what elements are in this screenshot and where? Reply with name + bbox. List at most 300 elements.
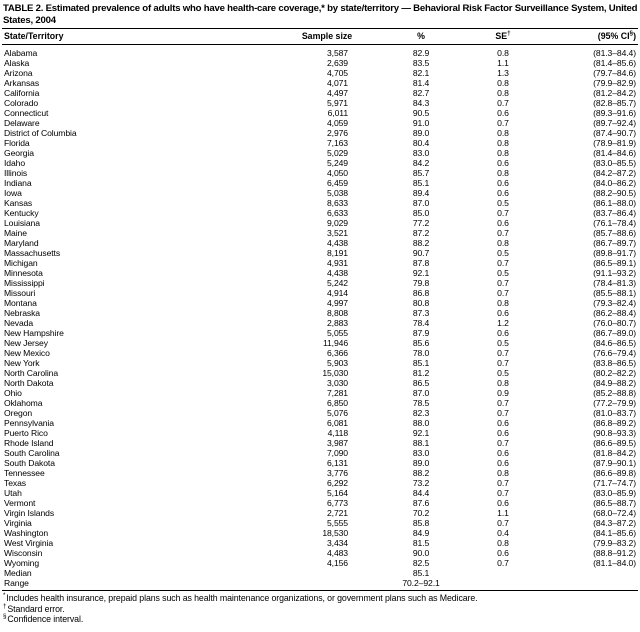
section-symbol: §: [629, 30, 634, 38]
ci-cell: (81.4–85.6): [593, 58, 636, 68]
ci-cell: (80.2–82.2): [593, 368, 636, 378]
state-cell: Idaho: [4, 158, 26, 168]
percent-cell: 81.4: [412, 78, 430, 88]
ci-cell: (85.7–88.6): [593, 228, 636, 238]
table-row: [2, 558, 638, 568]
table-row: [2, 458, 638, 468]
percent-cell: 84.2: [412, 158, 430, 168]
se-cell: 0.8: [497, 168, 509, 178]
state-cell: Delaware: [4, 118, 40, 128]
sample-size-cell: 2,639: [326, 58, 348, 68]
sample-size-cell: 4,931: [326, 258, 348, 268]
state-cell: Virginia: [4, 518, 32, 528]
sample-size-cell: 6,459: [326, 178, 348, 188]
state-cell: Connecticut: [4, 108, 49, 118]
state-cell: Vermont: [4, 498, 36, 508]
sample-size-cell: 4,071: [326, 78, 348, 88]
dagger-symbol: †: [3, 602, 7, 610]
se-cell: 0.4: [497, 528, 509, 538]
sample-size-cell: 4,156: [326, 558, 348, 568]
state-cell: North Carolina: [4, 368, 59, 378]
se-cell: 0.5: [497, 268, 509, 278]
table-row: [2, 88, 638, 98]
percent-cell: 87.9: [412, 328, 430, 338]
ci-cell: (90.8–93.3): [593, 428, 636, 438]
ci-cell: (84.2–87.2): [593, 168, 636, 178]
percent-cell: 81.2: [412, 368, 430, 378]
sample-size-cell: 4,059: [326, 118, 348, 128]
se-cell: 0.8: [497, 128, 509, 138]
column-header-sample-size: Sample size: [298, 29, 356, 45]
percent-cell: 87.2: [412, 228, 430, 238]
se-cell: 1.1: [497, 508, 509, 518]
sample-size-cell: 2,883: [326, 318, 348, 328]
state-cell: Median: [4, 568, 32, 578]
percent-cell: 92.1: [412, 268, 430, 278]
se-cell: [486, 568, 520, 578]
se-cell: 0.6: [497, 418, 509, 428]
percent-cell: 88.0: [412, 418, 430, 428]
se-cell: 0.7: [497, 398, 509, 408]
se-cell: 0.5: [497, 368, 509, 378]
state-cell: Colorado: [4, 98, 39, 108]
table-row: [2, 398, 638, 408]
se-cell: 0.7: [497, 558, 509, 568]
percent-cell: 85.1: [412, 568, 430, 578]
sample-size-cell: 3,776: [326, 468, 348, 478]
se-cell: 1.2: [497, 318, 509, 328]
sample-size-cell: 15,030: [322, 368, 348, 378]
sample-size-cell: 6,131: [326, 458, 348, 468]
sample-size-cell: 9,029: [326, 218, 348, 228]
state-cell: New Mexico: [4, 348, 50, 358]
table-row: [2, 478, 638, 488]
percent-cell: 89.4: [412, 188, 430, 198]
ci-cell: (86.2–88.4): [593, 308, 636, 318]
se-cell: 0.7: [497, 278, 509, 288]
ci-cell: (76.6–79.4): [593, 348, 636, 358]
sample-size-cell: 6,633: [326, 208, 348, 218]
table-row: [2, 328, 638, 338]
table-row: [2, 68, 638, 78]
table-row: [2, 518, 638, 528]
state-cell: Pennsylvania: [4, 418, 54, 428]
ci-cell: (81.8–84.2): [593, 448, 636, 458]
table-row: [2, 218, 638, 228]
sample-size-cell: 7,163: [326, 138, 348, 148]
table-title: TABLE 2. Estimated prevalence of adults who have health-care coverage,* by state/territory — Behavioral Risk Factor Surveillance System, United States, 2004: [3, 3, 638, 26]
ci-cell: (86.8–89.2): [593, 418, 636, 428]
state-cell: Minnesota: [4, 268, 43, 278]
se-cell: 0.7: [497, 348, 509, 358]
percent-cell: 88.2: [412, 468, 430, 478]
se-cell: 0.6: [497, 328, 509, 338]
percent-cell: 78.5: [412, 398, 430, 408]
table-row: [2, 108, 638, 118]
ci-cell: (86.1–88.0): [593, 198, 636, 208]
ci-cell: (71.7–74.7): [593, 478, 636, 488]
table-row: [2, 548, 638, 558]
ci-cell: (81.3–84.4): [593, 48, 636, 58]
se-cell: 0.8: [497, 298, 509, 308]
ci-cell: (86.6–89.8): [593, 468, 636, 478]
table-row: [2, 418, 638, 428]
se-cell: 0.8: [497, 88, 509, 98]
state-cell: Kansas: [4, 198, 33, 208]
percent-cell: 86.8: [412, 288, 430, 298]
state-cell: Illinois: [4, 168, 28, 178]
state-cell: Range: [4, 578, 29, 588]
percent-cell: 84.9: [412, 528, 430, 538]
table-row: [2, 288, 638, 298]
sample-size-cell: [298, 568, 356, 578]
sample-size-cell: 4,483: [326, 548, 348, 558]
ci-cell: (84.1–85.6): [593, 528, 636, 538]
state-cell: Arizona: [4, 68, 33, 78]
percent-cell: 89.0: [412, 128, 430, 138]
state-cell: Iowa: [4, 188, 22, 198]
state-cell: New York: [4, 358, 40, 368]
ci-header-close-paren: ): [633, 31, 636, 41]
state-cell: New Hampshire: [4, 328, 64, 338]
sample-size-cell: 8,808: [326, 308, 348, 318]
se-cell: 0.6: [497, 218, 509, 228]
se-cell: 0.6: [497, 178, 509, 188]
sample-size-cell: 18,530: [322, 528, 348, 538]
dagger-symbol: †: [507, 30, 511, 38]
summary-row: [2, 578, 638, 588]
state-cell: Kentucky: [4, 208, 39, 218]
table-row: [2, 268, 638, 278]
percent-cell: 82.7: [412, 88, 430, 98]
se-cell: 0.6: [497, 308, 509, 318]
state-cell: California: [4, 88, 40, 98]
table-row: [2, 298, 638, 308]
percent-cell: 80.4: [412, 138, 430, 148]
sample-size-cell: 5,076: [326, 408, 348, 418]
table-row: [2, 238, 638, 248]
table-row: [2, 98, 638, 108]
sample-size-cell: 4,705: [326, 68, 348, 78]
se-cell: 0.7: [497, 438, 509, 448]
ci-cell: (85.2–88.8): [593, 388, 636, 398]
table-row: [2, 78, 638, 88]
se-cell: 0.8: [497, 538, 509, 548]
se-cell: 0.6: [497, 428, 509, 438]
se-cell: 0.6: [497, 108, 509, 118]
percent-cell: 87.8: [412, 258, 430, 268]
se-cell: 0.7: [497, 488, 509, 498]
state-cell: Louisiana: [4, 218, 40, 228]
state-cell: Mississippi: [4, 278, 45, 288]
ci-cell: (78.9–81.9): [593, 138, 636, 148]
ci-cell: (81.1–84.0): [593, 558, 636, 568]
table-body: [2, 45, 638, 589]
percent-cell: 82.1: [412, 68, 430, 78]
ci-cell: (78.4–81.3): [593, 278, 636, 288]
table-row: [2, 508, 638, 518]
ci-cell: (89.8–91.7): [593, 248, 636, 258]
percent-cell: 79.8: [412, 278, 430, 288]
sample-size-cell: 6,292: [326, 478, 348, 488]
sample-size-cell: [298, 578, 356, 588]
percent-cell: 87.3: [412, 308, 430, 318]
table-row: [2, 318, 638, 328]
sample-size-cell: 4,438: [326, 268, 348, 278]
percent-cell: 82.5: [412, 558, 430, 568]
se-cell: 0.7: [497, 478, 509, 488]
se-cell: [486, 578, 520, 588]
ci-cell: (81.4–84.6): [593, 148, 636, 158]
sample-size-cell: 5,555: [326, 518, 348, 528]
ci-cell: (84.0–86.2): [593, 178, 636, 188]
sample-size-cell: 5,164: [326, 488, 348, 498]
sample-size-cell: 5,038: [326, 188, 348, 198]
table-header: [2, 29, 638, 45]
ci-cell: (77.2–79.9): [593, 398, 636, 408]
percent-cell: 73.2: [412, 478, 430, 488]
state-cell: Georgia: [4, 148, 34, 158]
sample-size-cell: 8,191: [326, 248, 348, 258]
se-cell: 0.5: [497, 248, 509, 258]
state-cell: Puerto Rico: [4, 428, 48, 438]
ci-cell: (87.9–90.1): [593, 458, 636, 468]
sample-size-cell: 6,081: [326, 418, 348, 428]
ci-cell: (76.0–80.7): [593, 318, 636, 328]
table-row: [2, 388, 638, 398]
table-row: [2, 58, 638, 68]
column-header-state-territory: State/Territory: [2, 29, 298, 45]
ci-cell: (86.7–89.7): [593, 238, 636, 248]
state-cell: Oklahoma: [4, 398, 43, 408]
se-cell: 0.8: [497, 378, 509, 388]
state-cell: West Virginia: [4, 538, 54, 548]
se-cell: 0.7: [497, 408, 509, 418]
se-cell: 0.8: [497, 138, 509, 148]
table-row: [2, 148, 638, 158]
ci-cell: (88.8–91.2): [593, 548, 636, 558]
column-header-ci: [520, 29, 638, 45]
se-cell: 0.6: [497, 458, 509, 468]
state-cell: Missouri: [4, 288, 36, 298]
state-cell: Nebraska: [4, 308, 40, 318]
column-header-se: [486, 29, 520, 45]
percent-cell: 83.0: [412, 148, 430, 158]
se-cell: 0.8: [497, 48, 509, 58]
percent-cell: 86.5: [412, 378, 430, 388]
state-cell: Oregon: [4, 408, 33, 418]
sample-size-cell: 4,050: [326, 168, 348, 178]
percent-cell: 90.7: [412, 248, 430, 258]
percent-cell: 77.2: [412, 218, 430, 228]
state-cell: Wisconsin: [4, 548, 43, 558]
se-cell: 0.7: [497, 258, 509, 268]
footnote-text: Confidence interval.: [7, 614, 84, 625]
table-row: [2, 498, 638, 508]
se-cell: 0.7: [497, 98, 509, 108]
state-cell: Alabama: [4, 48, 38, 58]
footnotes: [0, 591, 640, 625]
sample-size-cell: 5,249: [326, 158, 348, 168]
sample-size-cell: 6,773: [326, 498, 348, 508]
table-row: [2, 228, 638, 238]
percent-cell: 91.0: [412, 118, 430, 128]
table-row: [2, 538, 638, 548]
state-cell: Indiana: [4, 178, 32, 188]
sample-size-cell: 6,011: [327, 108, 348, 118]
ci-cell: (79.3–82.4): [593, 298, 636, 308]
se-cell: 0.6: [497, 188, 509, 198]
header-row: [2, 29, 638, 45]
se-cell: 0.6: [497, 548, 509, 558]
table-row: [2, 208, 638, 218]
footnote-standard-error: [3, 604, 637, 615]
se-cell: 0.6: [497, 498, 509, 508]
se-cell: 0.6: [497, 158, 509, 168]
table-row: [2, 378, 638, 388]
table-row: [2, 338, 638, 348]
ci-cell: (76.1–78.4): [593, 218, 636, 228]
percent-cell: 87.0: [412, 198, 430, 208]
sample-size-cell: 4,438: [326, 238, 348, 248]
table-row: [2, 408, 638, 418]
percent-cell: 78.4: [412, 318, 430, 328]
footnote-confidence-interval: [3, 614, 637, 625]
table-row: [2, 45, 638, 59]
ci-cell: (82.8–85.7): [593, 98, 636, 108]
ci-cell: (79.7–84.6): [593, 68, 636, 78]
se-cell: 0.7: [497, 228, 509, 238]
percent-cell: 88.2: [412, 238, 430, 248]
sample-size-cell: 5,903: [326, 358, 348, 368]
ci-cell: (83.8–86.5): [593, 358, 636, 368]
table-row: [2, 158, 638, 168]
se-cell: 1.3: [497, 68, 509, 78]
sample-size-cell: 11,946: [322, 338, 348, 348]
se-cell: 0.7: [497, 208, 509, 218]
table-row: [2, 178, 638, 188]
table-row: [2, 138, 638, 148]
sample-size-cell: 4,914: [326, 288, 348, 298]
table-row: [2, 278, 638, 288]
ci-cell: [520, 568, 638, 578]
sample-size-cell: 4,997: [326, 298, 348, 308]
sample-size-cell: 7,281: [326, 388, 348, 398]
state-cell: Arkansas: [4, 78, 40, 88]
state-cell: Washington: [4, 528, 49, 538]
table-row: [2, 468, 638, 478]
section-symbol: §: [3, 613, 7, 621]
percent-cell: 84.4: [412, 488, 430, 498]
ci-cell: (87.4–90.7): [593, 128, 636, 138]
se-cell: 0.7: [497, 518, 509, 528]
table-row: [2, 168, 638, 178]
state-cell: Wyoming: [4, 558, 40, 568]
ci-cell: (83.0–85.9): [593, 488, 636, 498]
se-cell: 0.6: [497, 448, 509, 458]
se-header-label: SE: [495, 31, 508, 41]
state-cell: Maryland: [4, 238, 39, 248]
table-row: [2, 348, 638, 358]
se-cell: 0.9: [497, 388, 509, 398]
state-cell: Rhode Island: [4, 438, 54, 448]
se-cell: 0.7: [497, 288, 509, 298]
table-row: [2, 358, 638, 368]
sample-size-cell: 4,118: [327, 428, 348, 438]
state-cell: Florida: [4, 138, 30, 148]
percent-cell: 70.2–92.1: [402, 578, 440, 588]
ci-cell: (86.5–88.7): [593, 498, 636, 508]
table-row: [2, 188, 638, 198]
sample-size-cell: 3,434: [326, 538, 348, 548]
table-row: [2, 448, 638, 458]
percent-cell: 87.0: [412, 388, 430, 398]
table-row: [2, 258, 638, 268]
ci-cell: (86.5–89.1): [593, 258, 636, 268]
percent-cell: 85.7: [412, 168, 430, 178]
ci-header-label: (95% CI: [597, 31, 630, 41]
footnote-text: Includes health insurance, prepaid plans such as health maintenance organizations, or government plans such as Medicare.: [6, 593, 478, 603]
percent-cell: 85.1: [412, 358, 430, 368]
sample-size-cell: 8,633: [326, 198, 348, 208]
state-cell: South Dakota: [4, 458, 55, 468]
ci-cell: (84.3–87.2): [593, 518, 636, 528]
se-cell: 0.5: [497, 338, 509, 348]
ci-cell: (84.9–88.2): [593, 378, 636, 388]
footnote-text: Standard error.: [7, 603, 65, 614]
sample-size-cell: 3,521: [326, 228, 348, 238]
sample-size-cell: 4,497: [326, 88, 348, 98]
ci-cell: (86.7–89.0): [593, 328, 636, 338]
state-cell: Alaska: [4, 58, 30, 68]
column-header-percent: %: [356, 29, 486, 45]
sample-size-cell: 3,030: [326, 378, 348, 388]
state-cell: Texas: [4, 478, 26, 488]
se-cell: 0.8: [497, 78, 509, 88]
percent-cell: 83.0: [412, 448, 430, 458]
state-cell: Utah: [4, 488, 22, 498]
sample-size-cell: 5,029: [326, 148, 348, 158]
state-cell: Maine: [4, 228, 27, 238]
percent-cell: 89.0: [412, 458, 430, 468]
percent-cell: 88.1: [412, 438, 430, 448]
percent-cell: 92.1: [412, 428, 430, 438]
table-row: [2, 198, 638, 208]
percent-cell: 85.8: [412, 518, 430, 528]
percent-cell: 78.0: [412, 348, 430, 358]
ci-cell: (84.6–86.5): [593, 338, 636, 348]
ci-cell: (83.0–85.5): [593, 158, 636, 168]
state-cell: Michigan: [4, 258, 38, 268]
se-cell: 0.7: [497, 118, 509, 128]
ci-cell: (91.1–93.2): [593, 268, 636, 278]
se-cell: 0.8: [497, 148, 509, 158]
table-row: [2, 368, 638, 378]
state-cell: Montana: [4, 298, 37, 308]
percent-cell: 85.0: [412, 208, 430, 218]
table-row: [2, 438, 638, 448]
table-row: [2, 308, 638, 318]
ci-cell: (79.9–82.9): [593, 78, 636, 88]
ci-cell: (83.7–86.4): [593, 208, 636, 218]
ci-cell: (86.6–89.5): [593, 438, 636, 448]
se-cell: 0.8: [497, 238, 509, 248]
asterisk-symbol: *: [3, 592, 6, 600]
ci-cell: [520, 578, 638, 588]
percent-cell: 83.5: [412, 58, 430, 68]
percent-cell: 90.0: [412, 548, 430, 558]
sample-size-cell: 3,587: [326, 48, 348, 58]
